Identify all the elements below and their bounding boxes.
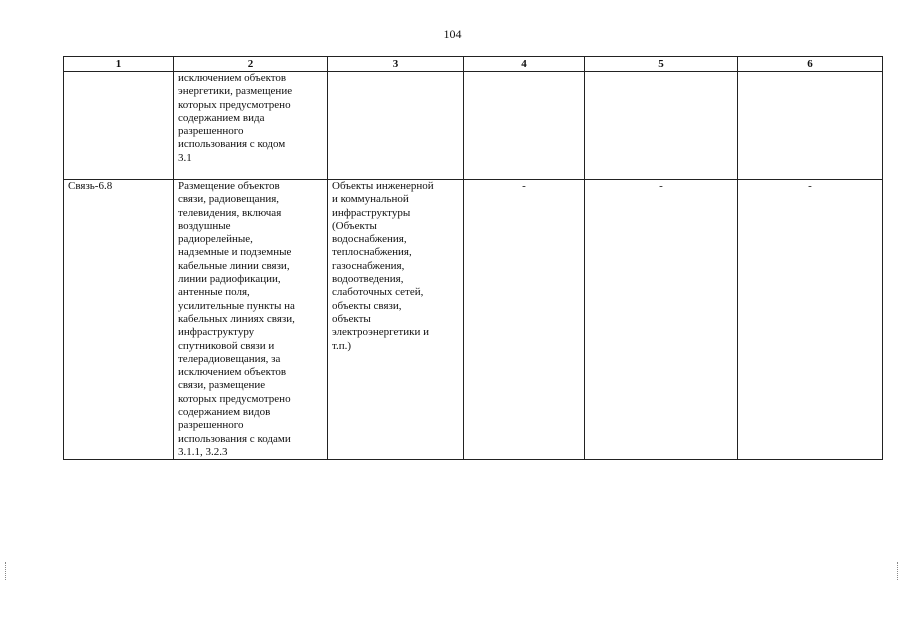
page-number: 104 (443, 27, 462, 41)
column-header-6: 6 (738, 57, 883, 72)
col6-cell: - (738, 180, 883, 460)
column-header-4: 4 (464, 57, 585, 72)
column-header-3: 3 (328, 57, 464, 72)
zoning-table (63, 56, 883, 460)
table-row-svyaz (64, 180, 883, 460)
col5-cell (585, 72, 738, 180)
column-header-5: 5 (585, 57, 738, 72)
description-cell: исключением объектов энергетики, размещение которых предусмотрено содержанием вида разрешенного использования с кодом 3.1 (174, 72, 328, 180)
row-name-cell (64, 72, 174, 180)
table-header-row (64, 57, 883, 72)
col4-cell (464, 72, 585, 180)
row-name-cell: Связь-6.8 (64, 180, 174, 460)
col4-cell: - (464, 180, 585, 460)
column-header-2: 2 (174, 57, 328, 72)
col5-cell: - (585, 180, 738, 460)
objects-cell: Объекты инженерной и коммунальной инфраструктуры (Объекты водоснабжения, теплоснабжения, газоснабжения, водоотведения, слаботочных сетей, объекты связи, объекты электроэнергетики и т.п.) (328, 180, 464, 460)
description-cell: Размещение объектов связи, радиовещания, телевидения, включая воздушные радиорелейные, надземные и подземные кабельные линии связи, линии радиофикации, антенные поля, усилительные пункты на кабельных линиях связи, инфраструктуру спутниковой связи и телерадиовещания, за исключением объектов связи, размещение которых предусмотрено содержанием видов разрешенного использования с кодами 3.1.1, 3.2.3 (174, 180, 328, 460)
right-scan-mark (897, 562, 901, 580)
left-scan-mark (5, 562, 9, 580)
objects-cell (328, 72, 464, 180)
col6-cell (738, 72, 883, 180)
table-row-continuation (64, 72, 883, 180)
column-header-1: 1 (64, 57, 174, 72)
